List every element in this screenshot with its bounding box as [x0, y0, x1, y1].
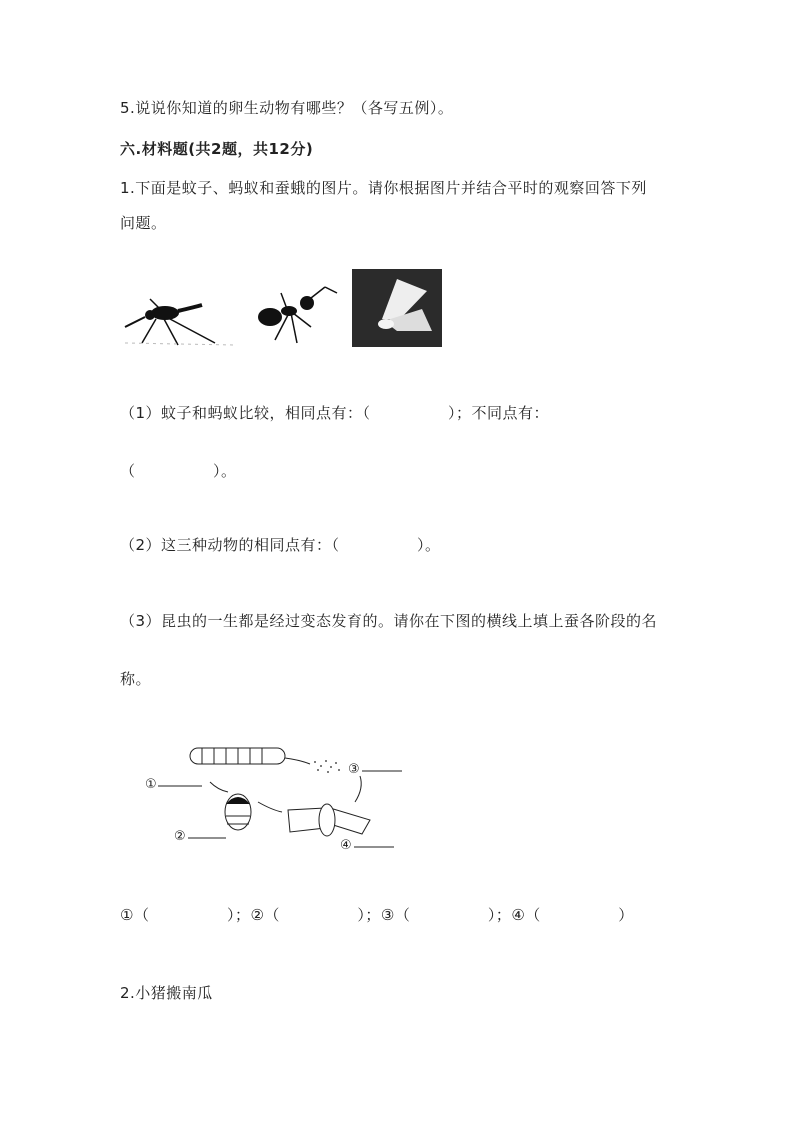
eggs-drawing — [314, 760, 340, 773]
subquestion-1-line2: （ ）。 — [120, 462, 237, 480]
subquestion-2: （2）这三种动物的相同点有：（ ）。 — [120, 536, 441, 554]
question-5: 5.说说你知道的卵生动物有哪些？（各写五例）。 — [120, 99, 454, 117]
question-2: 2.小猪搬南瓜 — [120, 984, 213, 1002]
subquestion-3-line2: 称。 — [120, 670, 152, 688]
mosquito-image — [120, 265, 240, 350]
subquestion-1-line1: （1）蚊子和蚂蚁比较，相同点有：（ ）；不同点有： — [120, 404, 550, 422]
question-1-text-line2: 问题。 — [120, 214, 167, 232]
silkworm-lifecycle-diagram — [140, 740, 410, 855]
insect-pictures — [120, 265, 450, 350]
label-1: ① — [145, 777, 157, 792]
label-4: ④ — [340, 838, 352, 853]
subquestion-3-line1: （3）昆虫的一生都是经过变态发育的。请你在下图的横线上填上蚕各阶段的名 — [120, 612, 658, 630]
lifecycle-answers: ①（ ）；②（ ）；③（ ）；④（ ） — [120, 906, 634, 924]
larva-drawing — [190, 748, 285, 764]
label-3: ③ — [348, 762, 360, 777]
section-6-title: 六.材料题(共2题，共12分) — [120, 140, 314, 158]
cocoon-drawing — [225, 794, 251, 830]
moth-drawing — [288, 804, 370, 836]
question-1-text-line1: 1.下面是蚊子、蚂蚁和蚕蛾的图片。请你根据图片并结合平时的观察回答下列 — [120, 179, 647, 197]
label-2: ② — [174, 829, 186, 844]
ant-image — [245, 265, 345, 350]
silkmoth-photo — [352, 269, 442, 347]
